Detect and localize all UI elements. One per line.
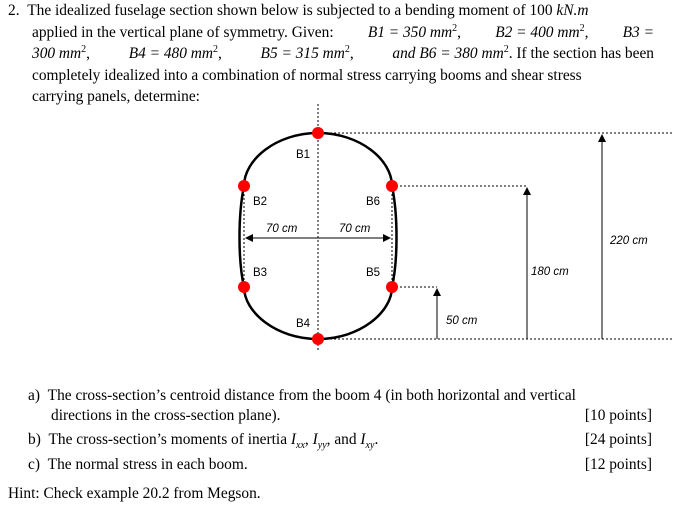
problem-line-2: applied in the vertical plane of symmetry. Given: B1 = 350 $mm^2$, B2 = 400 $mm^2$, B3 = <box>32 22 654 41</box>
boom-label-b4: B4 <box>296 318 311 330</box>
problem-line-1: 2. The idealized fuselage section shown below is subjected to a bending moment of 100 kN.m <box>8 2 589 19</box>
question-b-points: [24 points] <box>584 431 652 448</box>
question-c: c) The normal stress in each boom. [12 points] <box>28 456 652 473</box>
dim-label-right-70: 70 cm <box>339 223 371 235</box>
problem-line-3: 300 $mm^2$, B4 = 480 $mm^2$, B5 = 315 $mm^2$, and B6 = 380 $mm^2$. If the section has been <box>32 43 654 62</box>
question-a-line-1: a) The cross-section’s centroid distance from the boom 4 (in both horizontal and vertical <box>28 387 576 404</box>
boom-b1-marker <box>312 127 324 139</box>
question-b: b) The cross-section’s moments of inertia $I_{xx}$, $I_{yy}$, and $I_{xy}$. [24 points] <box>28 431 652 452</box>
boom-label-b3: B3 <box>253 267 268 279</box>
question-a-points: [10 points] <box>584 407 652 424</box>
boom-label-b5: B5 <box>366 267 381 279</box>
boom-label-b1: B1 <box>296 149 311 161</box>
dim-label-50: 50 cm <box>446 315 478 327</box>
problem-line-4: completely idealized into a combination of normal stress carrying booms and shear stress <box>32 66 582 84</box>
dim-label-220: 220 cm <box>610 235 648 247</box>
dim-label-180: 180 cm <box>531 266 569 278</box>
dim-label-left-70: 70 cm <box>266 223 298 235</box>
hint-text: Hint: Check example 20.2 from Megson. <box>8 485 261 502</box>
boom-b3-marker <box>238 281 250 293</box>
boom-label-b6: B6 <box>366 196 381 208</box>
question-c-points: [12 points] <box>584 456 652 473</box>
problem-line-5: carrying panels, determine: <box>32 88 200 105</box>
boom-b2-marker <box>238 180 250 192</box>
boom-b4-marker <box>312 333 324 345</box>
question-a-line-2: directions in the cross-section plane). [10 points] <box>51 407 652 424</box>
boom-b5-marker <box>386 281 398 293</box>
boom-label-b2: B2 <box>253 196 268 208</box>
boom-b6-marker <box>386 180 398 192</box>
problem-number: 2. <box>8 2 20 19</box>
